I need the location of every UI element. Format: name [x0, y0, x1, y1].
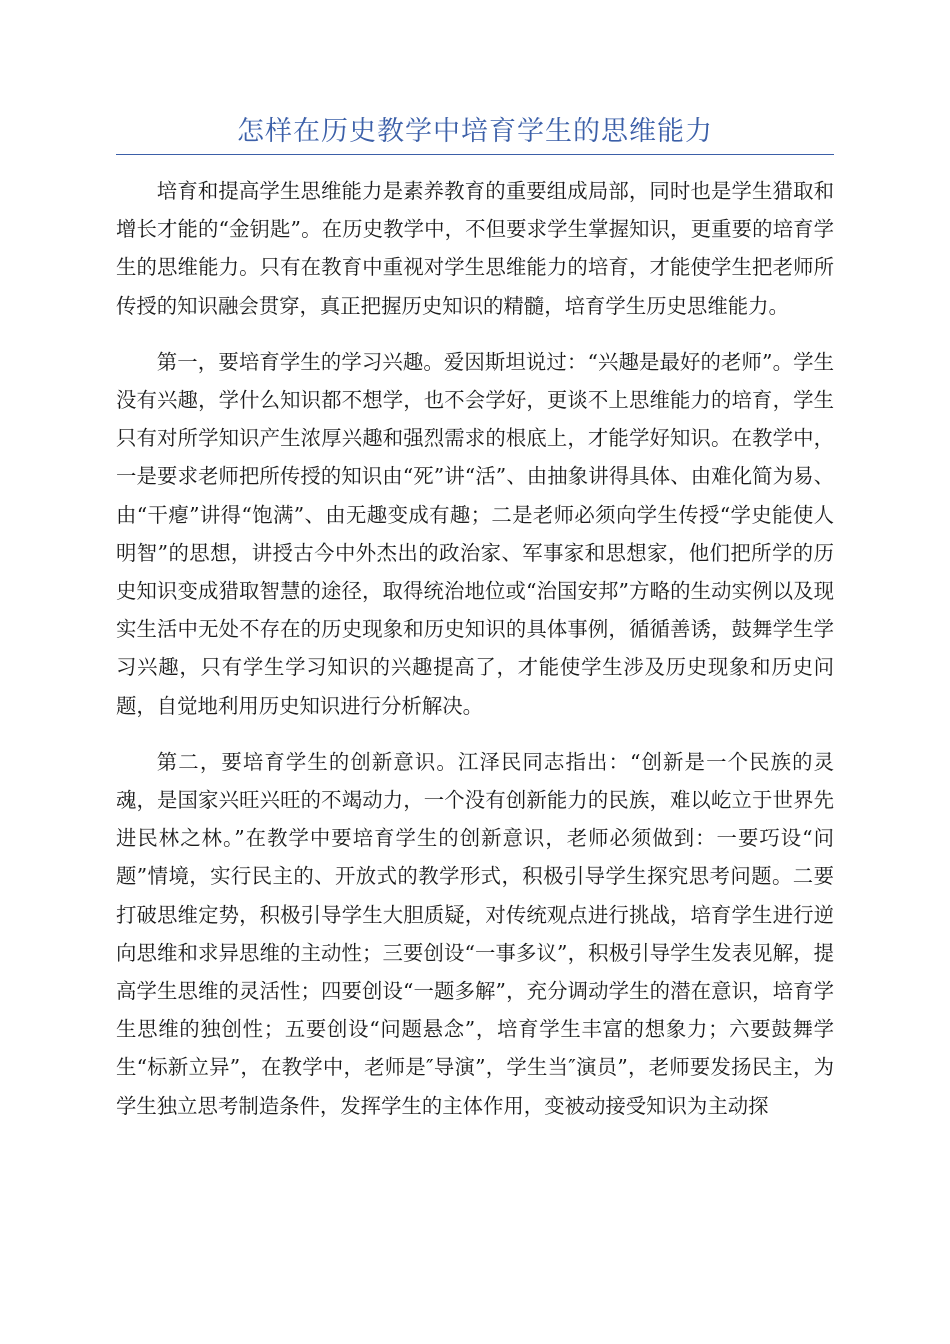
document-title: 怎样在历史教学中培育学生的思维能力 — [237, 116, 713, 147]
document-body — [116, 172, 834, 1143]
paragraph-interest: 第一，要培育学生的学习兴趣。爱因斯坦说过：“兴趣是最好的老师”。学生没有兴趣，学什么知识都不想学，也不会学好，更谈不上思维能力的培育，学生只有对所学知识产生浓厚兴趣和强烈需求的根底上，才能学好知识。在教学中，一是要求老师把所传授的知识由“死”讲“活”、由抽象讲得具体、由难化简为易、由“干瘪”讲得“饱满”、由无趣变成有趣；二是老师必须向学生传授“学史能使人明智”的思想，讲授古今中外杰出的政治家、军事家和思想家，他们把所学的历史知识变成猎取智慧的途径，取得统治地位或“治国安邦”方略的生动实例以及现实生活中无处不存在的历史现象和历史知识的具体事例，循循善诱，鼓舞学生学习兴趣，只有学生学习知识的兴趣提高了，才能使学生涉及历史现象和历史问题，自觉地利用历史知识进行分析解决。 — [116, 349, 834, 718]
paragraph-innovation: 第二，要培育学生的创新意识。江泽民同志指出：“创新是一个民族的灵魂，是国家兴旺兴旺的不竭动力，一个没有创新能力的民族，难以屹立于世界先进民林之林。”在教学中要培育学生的创新意识，老师必须做到：一要巧设“问题”情境，实行民主的、开放式的教学形式，积极引导学生探究思考问题。二要打破思维定势，积极引导学生大胆质疑，对传统观点进行挑战，培育学生进行逆向思维和求异思维的主动性；三要创设“一事多议”，积极引导学生发表见解，提高学生思维的灵活性；四要创设“一题多解”，充分调动学生的潜在意识，培育学生思维的独创性；五要创设“问题悬念”，培育学生丰富的想象力；六要鼓舞学生“标新立异”，在教学中，老师是″导演”，学生当″演员”，老师要发扬民主，为学生独立思考制造条件，发挥学生的主体作用，变被动接受知识为主动探 — [116, 749, 834, 1118]
title-underline — [116, 154, 834, 155]
paragraph-intro: 培育和提高学生思维能力是素养教育的重要组成局部，同时也是学生猎取和增长才能的“金钥匙”。在历史教学中，不但要求学生掌握知识，更重要的培育学生的思维能力。只有在教育中重视对学生思维能力的培育，才能使学生把老师所传授的知识融会贯穿，真正把握历史知识的精髓，培育学生历史思维能力。 — [116, 179, 834, 318]
